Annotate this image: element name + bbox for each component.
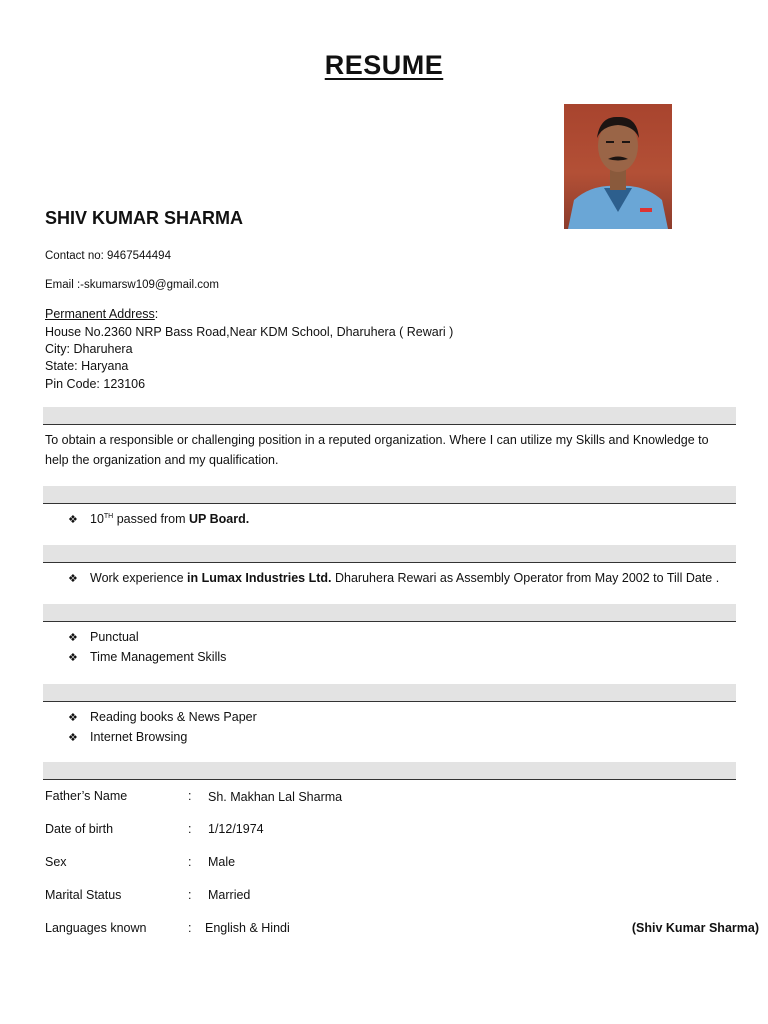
diamond-bullet-icon: ❖ xyxy=(68,514,78,526)
address-colon: : xyxy=(154,307,159,321)
section-band-strengths xyxy=(43,604,736,622)
hobby-item xyxy=(68,730,187,744)
strength-text: Time Management Skills xyxy=(90,650,227,664)
experience-company: in Lumax Industries Ltd. xyxy=(187,571,332,585)
personal-value: Married xyxy=(208,888,251,902)
hobby-text: Reading books & News Paper xyxy=(90,710,257,724)
contact-number: Contact no: 9467544494 xyxy=(45,250,171,262)
experience-prefix: Work experience xyxy=(90,571,188,585)
personal-label: Date of birth xyxy=(45,822,114,836)
title-text: RESUME xyxy=(324,50,444,80)
address-pin: Pin Code: 123106 xyxy=(45,377,146,391)
page-title xyxy=(0,50,768,81)
section-band-objective xyxy=(43,407,736,425)
person-photo-icon xyxy=(564,104,672,229)
personal-label: Marital Status xyxy=(45,888,122,902)
personal-colon: : xyxy=(188,789,192,803)
personal-colon: : xyxy=(188,921,192,935)
address-label: Permanent Address xyxy=(45,307,155,321)
candidate-name: SHIV KUMAR SHARMA xyxy=(45,208,243,228)
signature: (Shiv Kumar Sharma) xyxy=(631,921,759,935)
experience-item xyxy=(68,571,719,585)
hobby-item xyxy=(68,710,257,724)
personal-colon: : xyxy=(188,888,192,902)
address-state: State: Haryana xyxy=(45,359,129,373)
strength-text: Punctual xyxy=(90,630,139,644)
address-line: House No.2360 NRP Bass Road,Near KDM School, Dharuhera ( Rewari ) xyxy=(45,325,454,339)
diamond-bullet-icon: ❖ xyxy=(68,732,78,744)
section-band-education xyxy=(43,486,736,504)
education-sup: TH xyxy=(103,512,114,520)
section-band-experience xyxy=(43,545,736,563)
personal-colon: : xyxy=(188,855,192,869)
diamond-bullet-icon: ❖ xyxy=(68,573,78,585)
education-item xyxy=(68,512,249,526)
experience-rest: Dharuhera Rewari as Assembly Operator from May 2002 to Till Date . xyxy=(331,571,720,585)
personal-value: 1/12/1974 xyxy=(208,822,264,836)
personal-value: English & Hindi xyxy=(205,921,290,935)
personal-value: Male xyxy=(208,855,236,869)
education-grade: 10 xyxy=(90,512,104,526)
section-band-hobbies xyxy=(43,684,736,702)
education-board: UP Board. xyxy=(188,512,250,526)
section-band-personal xyxy=(43,762,736,780)
personal-value: Sh. Makhan Lal Sharma xyxy=(208,790,343,804)
strength-item xyxy=(68,630,139,644)
hobby-text: Internet Browsing xyxy=(90,730,188,744)
personal-label: Father’s Name xyxy=(45,789,128,803)
strength-item xyxy=(68,650,226,664)
diamond-bullet-icon: ❖ xyxy=(68,652,78,664)
objective-line-1: To obtain a responsible or challenging position in a reputed organization. Where I can utilize my Skills and Knowledge to xyxy=(45,433,709,447)
diamond-bullet-icon: ❖ xyxy=(68,632,78,644)
personal-colon: : xyxy=(188,822,192,836)
personal-label: Sex xyxy=(45,855,67,869)
personal-label: Languages known xyxy=(45,921,147,935)
education-middle: passed from xyxy=(113,512,189,526)
address-city: City: Dharuhera xyxy=(45,342,133,356)
diamond-bullet-icon: ❖ xyxy=(68,712,78,724)
profile-photo xyxy=(564,104,672,229)
objective-line-2: help the organization and my qualification. xyxy=(45,453,279,467)
address-heading xyxy=(45,307,158,321)
email-address: Email :-skumarsw109@gmail.com xyxy=(45,279,219,291)
